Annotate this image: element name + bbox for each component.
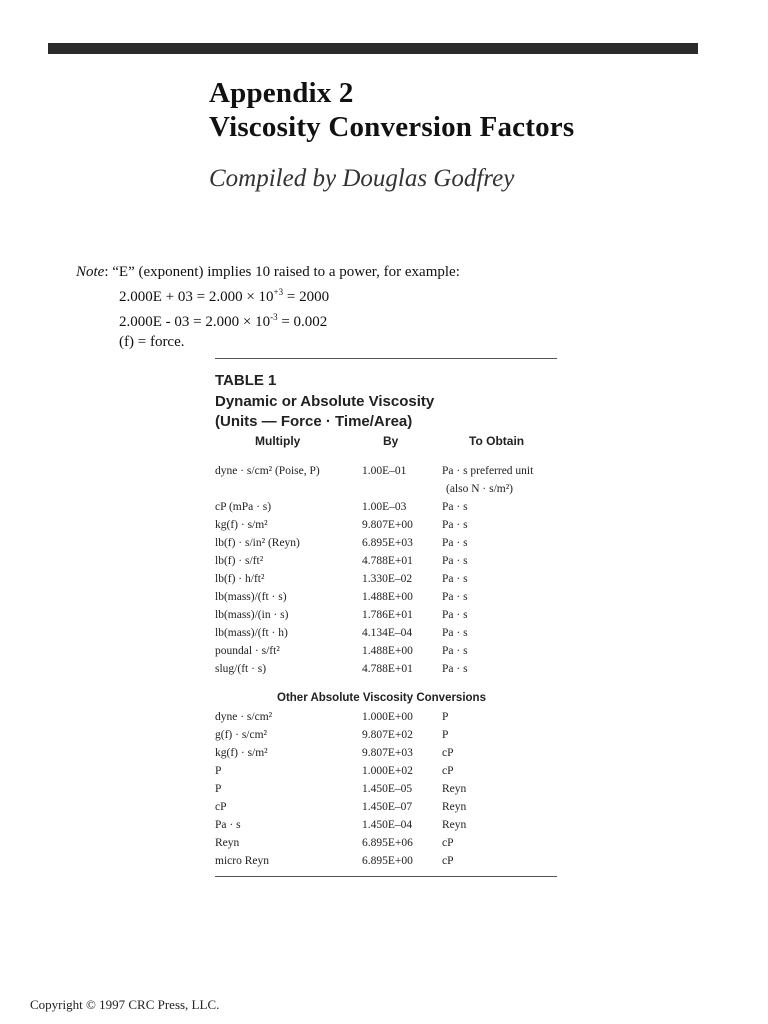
cell-multiply: dyne · s/cm² — [215, 711, 273, 723]
cell-to-obtain: cP — [442, 765, 454, 777]
table-title: Dynamic or Absolute Viscosity — [215, 392, 435, 410]
other-conversions-title: Other Absolute Viscosity Conversions — [277, 692, 486, 704]
cell-multiply: cP — [215, 801, 227, 813]
table-row — [0, 816, 768, 834]
cell-to-obtain-note: (also N · s/m²) — [446, 483, 514, 495]
cell-by: 1.488E+00 — [362, 591, 413, 603]
cell-to-obtain: cP — [442, 855, 454, 867]
column-header-to-obtain: To Obtain — [469, 434, 525, 448]
cell-multiply: Pa · s — [215, 819, 241, 831]
cell-to-obtain: Reyn — [442, 783, 467, 795]
note-example-2: $2.000E - 03 = 2.000 \times 10^{-3} = 0.002$ — [119, 312, 328, 330]
cell-by: 1.00E–03 — [362, 501, 407, 513]
appendix-number: Appendix 2 — [209, 77, 354, 109]
cell-multiply: lb(mass)/(ft · s) — [215, 591, 287, 603]
cell-to-obtain: Pa · s — [442, 501, 468, 513]
table-row — [0, 498, 768, 516]
table-row — [0, 516, 768, 534]
table-row — [0, 660, 768, 678]
cell-by: 4.134E–04 — [362, 627, 413, 639]
cell-to-obtain: cP — [442, 837, 454, 849]
cell-by: 1.450E–04 — [362, 819, 413, 831]
cell-to-obtain: Pa · s — [442, 537, 468, 549]
cell-to-obtain: Pa · s — [442, 627, 468, 639]
cell-multiply: kg(f) · s/m² — [215, 519, 268, 531]
exponent-note — [76, 262, 460, 352]
table-row — [0, 708, 768, 726]
cell-by: 1.00E–01 — [362, 465, 407, 477]
cell-to-obtain: Pa · s — [442, 663, 468, 675]
table-row — [0, 852, 768, 870]
cell-to-obtain: cP — [442, 747, 454, 759]
author-credit: Compiled by Douglas Godfrey — [209, 165, 515, 192]
cell-multiply: P — [215, 765, 222, 777]
cell-by: 9.807E+00 — [362, 519, 413, 531]
cell-by: 1.330E–02 — [362, 573, 413, 585]
copyright-notice: Copyright © 1997 CRC Press, LLC. — [30, 997, 220, 1012]
cell-by: 4.788E+01 — [362, 555, 413, 567]
cell-to-obtain: Pa · s — [442, 609, 468, 621]
cell-to-obtain: Pa · s — [442, 555, 468, 567]
cell-to-obtain: Pa · s — [442, 573, 468, 585]
cell-by: 1.488E+00 — [362, 645, 413, 657]
table-row — [0, 534, 768, 552]
cell-to-obtain: Pa · s preferred unit — [442, 465, 534, 477]
table-row — [0, 726, 768, 744]
table-top-rule — [215, 358, 557, 359]
cell-by: 1.450E–07 — [362, 801, 413, 813]
table-row — [0, 780, 768, 798]
appendix-topic: Viscosity Conversion Factors — [209, 111, 575, 143]
cell-by: 6.895E+00 — [362, 855, 413, 867]
cell-by: 4.788E+01 — [362, 663, 413, 675]
cell-multiply: Reyn — [215, 837, 240, 849]
table-row — [0, 762, 768, 780]
cell-by: 1.000E+02 — [362, 765, 413, 777]
table-row — [0, 798, 768, 816]
cell-to-obtain: Pa · s — [442, 519, 468, 531]
note-intro: : “E” (exponent) implies 10 raised to a power, for example: — [104, 264, 460, 280]
table-units: (Units — Force · Time/Area) — [215, 413, 413, 430]
cell-multiply: dyne · s/cm² (Poise, P) — [215, 465, 320, 477]
cell-to-obtain: Reyn — [442, 819, 467, 831]
cell-by: 1.786E+01 — [362, 609, 413, 621]
table-row — [0, 570, 768, 588]
cell-multiply: g(f) · s/cm² — [215, 729, 267, 741]
cell-to-obtain: Pa · s — [442, 591, 468, 603]
cell-multiply: cP (mPa · s) — [215, 501, 272, 513]
cell-multiply: poundal · s/ft² — [215, 645, 280, 657]
cell-multiply: lb(mass)/(ft · h) — [215, 627, 288, 639]
table-row — [0, 834, 768, 852]
cell-multiply: lb(mass)/(in · s) — [215, 609, 289, 621]
cell-by: 6.895E+03 — [362, 537, 413, 549]
table-label: TABLE 1 — [215, 372, 277, 389]
header-rule-bar — [48, 43, 698, 54]
cell-to-obtain: Pa · s — [442, 645, 468, 657]
cell-to-obtain: P — [442, 729, 449, 741]
cell-multiply: micro Reyn — [215, 855, 269, 867]
table-heading — [215, 371, 434, 433]
note-example-1: $2.000E + 03 = 2.000 \times 10^{+3} = 2000$ — [119, 287, 330, 305]
table-row — [0, 624, 768, 642]
cell-by: 6.895E+06 — [362, 837, 413, 849]
note-label: Note — [76, 264, 105, 280]
cell-multiply: lb(f) · s/ft² — [215, 555, 264, 567]
page-title — [209, 76, 574, 144]
cell-by: 9.807E+03 — [362, 747, 413, 759]
cell-multiply: slug/(ft · s) — [215, 663, 267, 675]
table-row — [0, 588, 768, 606]
table-row — [0, 462, 768, 495]
column-header-multiply: Multiply — [255, 434, 301, 448]
cell-multiply: P — [215, 783, 222, 795]
cell-by: 1.450E–05 — [362, 783, 413, 795]
cell-by: 1.000E+00 — [362, 711, 413, 723]
table-row — [0, 744, 768, 762]
cell-multiply: kg(f) · s/m² — [215, 747, 268, 759]
note-force-definition: (f) = force. — [119, 334, 185, 350]
table-row — [0, 642, 768, 660]
table-row — [0, 552, 768, 570]
table-row — [0, 606, 768, 624]
cell-to-obtain: P — [442, 711, 449, 723]
cell-to-obtain: Reyn — [442, 801, 467, 813]
cell-multiply: lb(f) · s/in² (Reyn) — [215, 537, 300, 549]
cell-by: 9.807E+02 — [362, 729, 413, 741]
column-header-by: By — [383, 434, 399, 448]
table-bottom-rule — [215, 876, 557, 877]
cell-multiply: lb(f) · h/ft² — [215, 573, 265, 585]
